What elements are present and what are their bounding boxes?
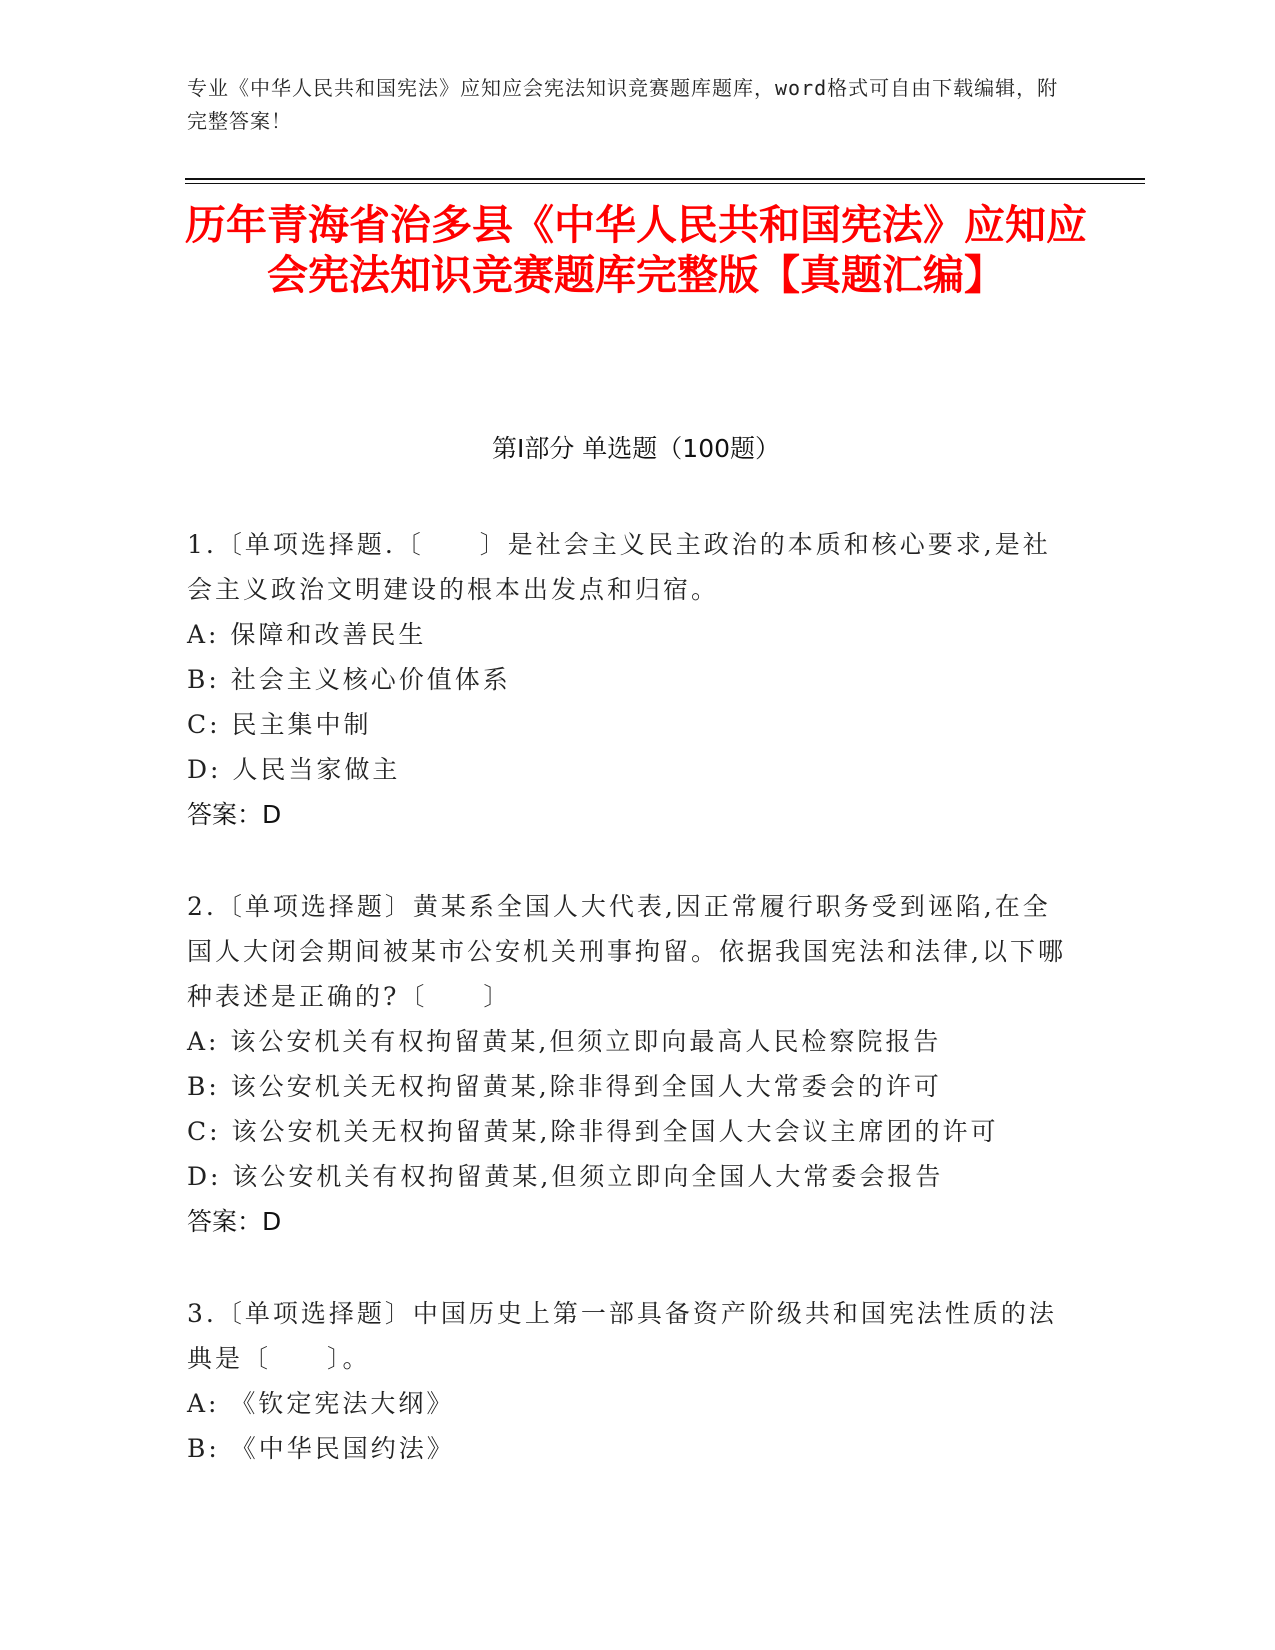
header-note: 专业《中华人民共和国宪法》应知应会宪法知识竞赛题库题库，word格式可自由下载编辑，附完整答案！ <box>187 76 1059 133</box>
document-title: 历年青海省治多县《中华人民共和国宪法》应知应会宪法知识竞赛题库完整版【真题汇编】 <box>185 201 1087 299</box>
option-a: A: 该公安机关有权拘留黄某,但须立即向最高人民检察院报告 <box>187 1027 942 1056</box>
option-b: B: 《中华民国约法》 <box>187 1434 455 1463</box>
section-title: 第Ⅰ部分 单选题（100题） <box>491 434 781 463</box>
option-c: C: 该公安机关无权拘留黄某,除非得到全国人大会议主席团的许可 <box>187 1117 999 1146</box>
header-divider-thin <box>185 183 1145 184</box>
option-a: A: 保障和改善民生 <box>187 620 427 649</box>
question-text: 1.〔单项选择题.〔 〕是社会主义民主政治的本质和核心要求,是社会主义政治文明建设的根本出发点和归宿。 <box>187 530 1051 604</box>
option-d: D: 该公安机关有权拘留黄某,但须立即向全国人大常委会报告 <box>187 1162 944 1191</box>
question-1 <box>187 522 1067 837</box>
option-b: B: 该公安机关无权拘留黄某,除非得到全国人大常委会的许可 <box>187 1072 942 1101</box>
question-3 <box>187 1291 1067 1471</box>
answer: 答案：D <box>187 800 282 829</box>
option-b: B: 社会主义核心价值体系 <box>187 665 511 694</box>
question-list <box>187 522 1067 1518</box>
header-divider-thick <box>185 178 1145 180</box>
option-c: C: 民主集中制 <box>187 710 372 739</box>
option-a: A: 《钦定宪法大纲》 <box>187 1389 455 1418</box>
question-text: 3.〔单项选择题〕中国历史上第一部具备资产阶级共和国宪法性质的法典是〔 〕。 <box>187 1299 1057 1373</box>
answer: 答案：D <box>187 1207 282 1236</box>
option-d: D: 人民当家做主 <box>187 755 401 784</box>
question-text: 2.〔单项选择题〕黄某系全国人大代表,因正常履行职务受到诬陷,在全国人大闭会期间被某市公安机关刑事拘留。依据我国宪法和法律,以下哪种表述是正确的?〔 〕 <box>187 892 1066 1011</box>
question-2 <box>187 884 1067 1244</box>
